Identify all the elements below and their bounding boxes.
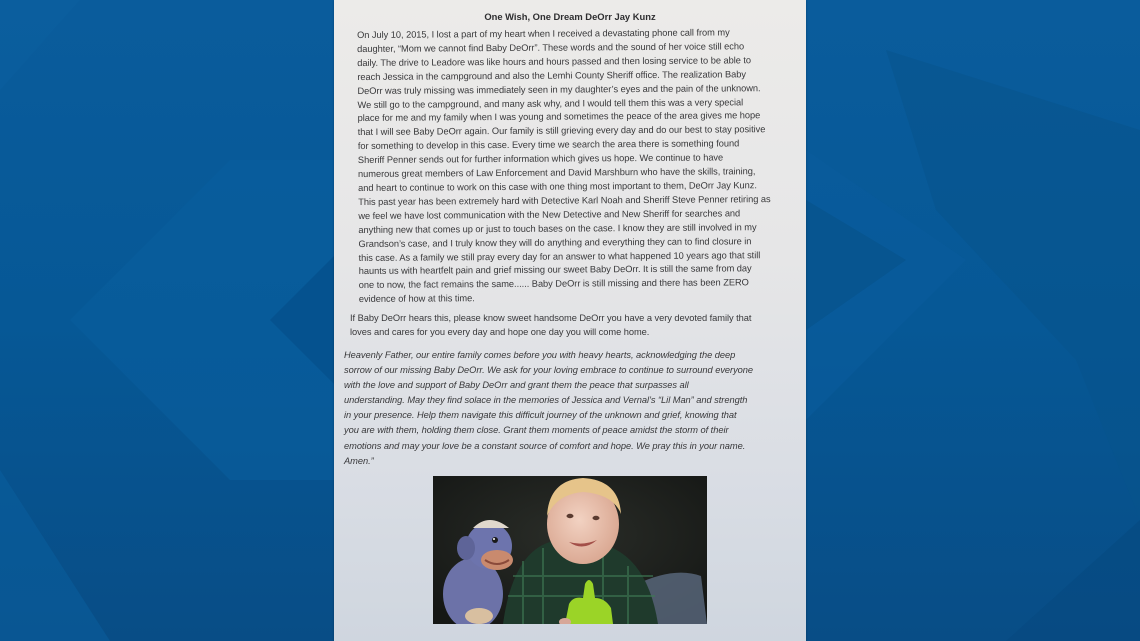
- text-line: numerous great members of Law Enforcement and David Marshburn who have the skills, training,: [357, 166, 756, 180]
- text-line: Sheriff Penner sends out for further information which gives us hope. We continue to have: [357, 152, 724, 166]
- printed-letter: [334, 0, 806, 641]
- text-line: Heavenly Father, our entire family comes before you with heavy hearts, acknowledging the deep: [344, 350, 736, 360]
- text-line: Amen.”: [344, 455, 374, 466]
- text-line: place for me and my family when I was young and sometimes the peace of the area gives me hope: [357, 110, 761, 124]
- child-photo-illustration: [433, 476, 707, 624]
- text-line: On July 10, 2015, I lost a part of my heart when I received a devastating phone call from my: [357, 27, 730, 40]
- chevron-pattern-left: [0, 0, 334, 641]
- text-line: We still go to the campground, and many ask why, and I would tell them this was a very special: [357, 96, 744, 110]
- letter-paragraph-message: [350, 312, 751, 340]
- letter-paragraph-prayer: [344, 348, 753, 469]
- text-line: one to now, the fact remains the same...... Baby DeOrr is still missing and there has been ZERO: [358, 277, 749, 291]
- text-line: reach Jessica in the campground and also the Lemhi County Sheriff office. The realization Baby: [357, 69, 746, 82]
- text-line: daily. The drive to Leadore was like hours and hours passed and then losing service to be able to: [357, 55, 752, 68]
- text-line: haunts us with heartfelt pain and grief missing our sweet Baby DeOrr. It is still the same from day: [358, 263, 752, 277]
- text-line: we feel we have lost communication with the New Detective and New Sheriff for searches and: [358, 208, 741, 221]
- text-line: this case. As a family we still pray every day for an answer to what happened 10 years ago that still: [358, 249, 761, 263]
- text-line: sorrow of our missing Baby DeOrr. We ask for your loving embrace to continue to surround everyone: [344, 365, 754, 376]
- text-line: If Baby DeOrr hears this, please know sweet handsome DeOrr you have a very devoted family that: [350, 313, 752, 323]
- text-line: understanding. May they find solace in the memories of Jessica and Vernal’s “Lil Man” and strength: [344, 395, 748, 406]
- child-photo: [433, 476, 707, 624]
- text-line: emotions and may your love be a constant source of comfort and hope. We pray this in your name.: [344, 440, 746, 451]
- text-line: daughter, “Mom we cannot find Baby DeOrr”. These words and the sound of her voice still echo: [357, 41, 745, 54]
- text-line: evidence of how at this time.: [358, 293, 475, 305]
- text-line: anything new that comes up or just to touch bases on the case. I know they are still involved in my: [358, 221, 757, 235]
- text-line: you are with them, holding them close. Grant them moments of peace amidst the storm of their: [344, 425, 729, 436]
- text-line: DeOrr was truly missing was immediately seen in my daughter’s eyes and the pain of the unknown.: [357, 82, 761, 96]
- text-line: Grandson’s case, and I truly know they will do anything and everything they can to find closure in: [358, 235, 752, 249]
- text-line: loves and cares for you every day and hope one day you will come home.: [350, 326, 650, 337]
- letter-paragraph-story: [357, 26, 771, 307]
- text-line: that I will see Baby DeOrr again. Our family is still grieving every day and do our best to stay positive: [357, 124, 766, 138]
- text-line: for something to develop in this case. Every time we search the area there is something found: [357, 138, 740, 152]
- chevron-pattern-right: [806, 0, 1140, 641]
- text-line: and heart to continue to work on this case with one thing most important to them, DeOrr Jay Kunz.: [358, 180, 757, 193]
- text-line: with the love and support of Baby DeOrr and grant them the peace that surpasses all: [344, 380, 689, 391]
- text-line: in your presence. Help them navigate this difficult journey of the unknown and grief, knowing that: [344, 410, 737, 421]
- letter-title: One Wish, One Dream DeOrr Jay Kunz: [484, 11, 656, 22]
- text-line: This past year has been extremely hard with Detective Karl Noah and Sheriff Steve Penner retiring as: [358, 193, 771, 207]
